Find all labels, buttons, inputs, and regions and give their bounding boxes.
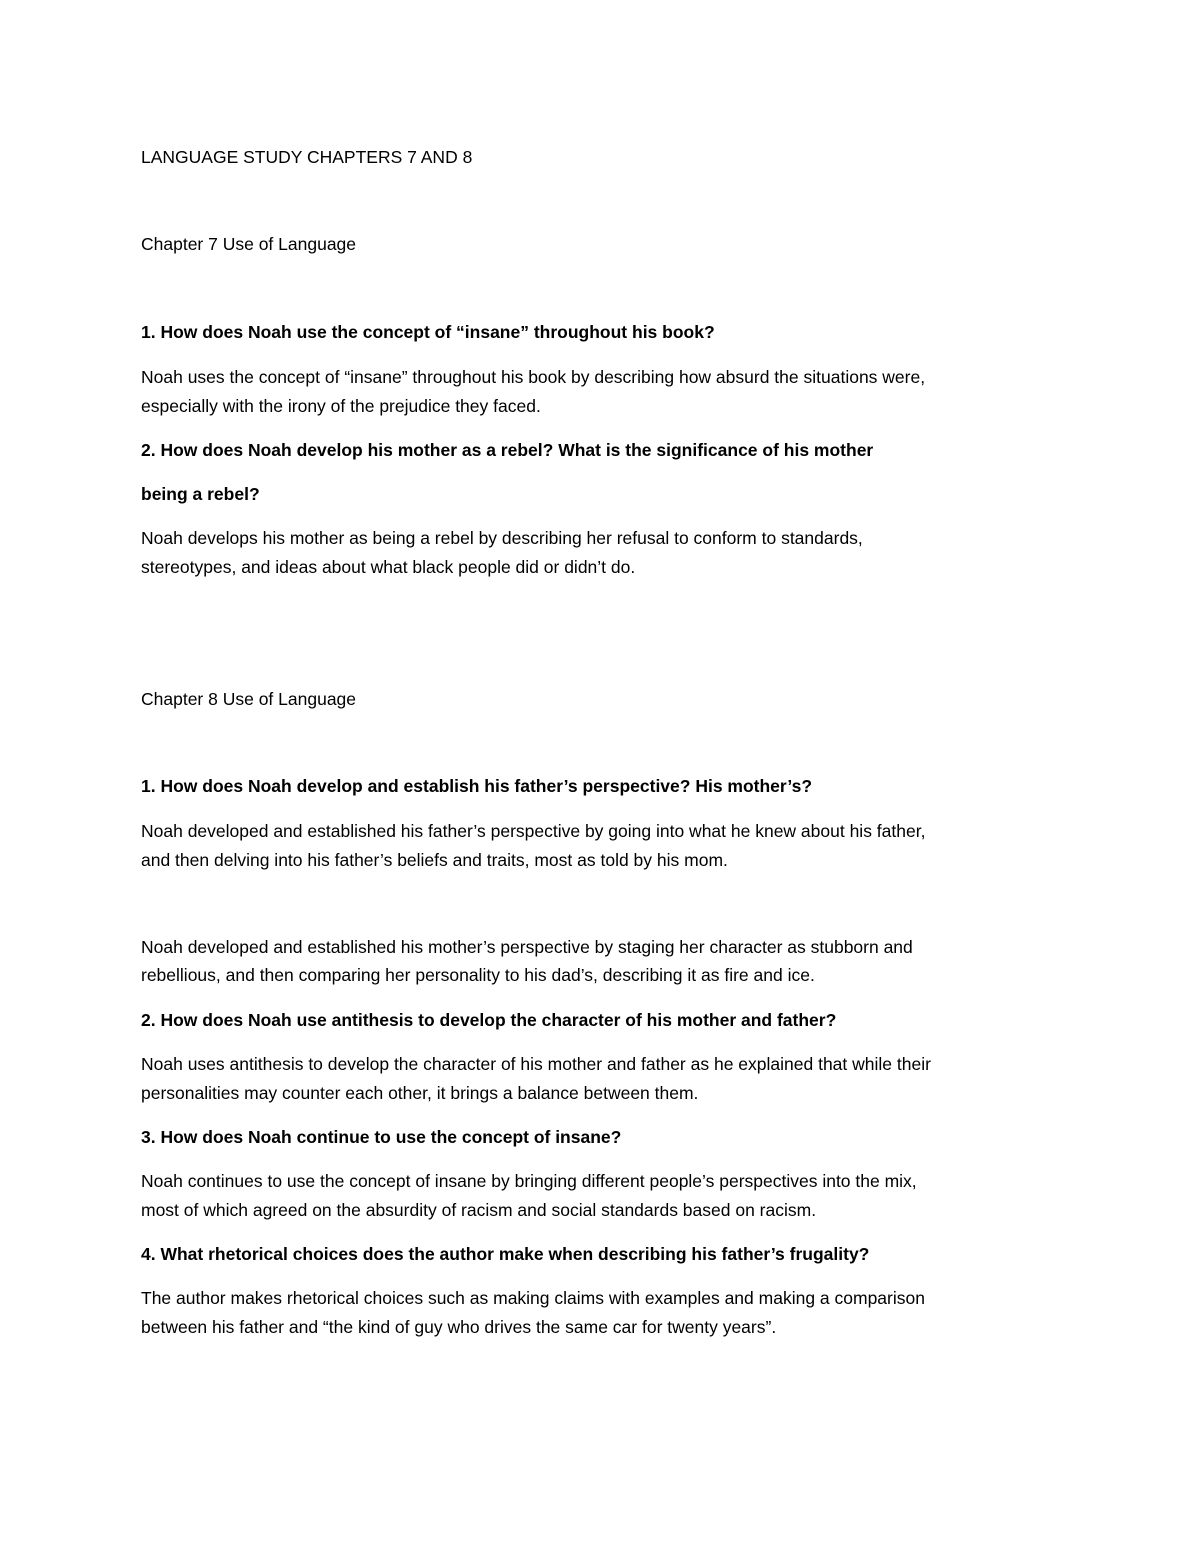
chapter7-answer-1-line-2: especially with the irony of the prejudice they faced. (141, 396, 541, 416)
chapter8-answer-3-line-2: most of which agreed on the absurdity of racism and social standards based on racism. (141, 1200, 817, 1220)
chapter8-answer-1a-line-2: and then delving into his father’s beliefs and traits, most as told by his mom. (141, 850, 728, 870)
chapter8-answer-3-line-1: Noah continues to use the concept of insane by bringing different people’s perspectives into the mix, (141, 1171, 917, 1191)
chapter7-answer-2-line-2: stereotypes, and ideas about what black people did or didn’t do. (141, 557, 636, 577)
chapter8-answer-2-line-1: Noah uses antithesis to develop the character of his mother and father as he explained that while their (141, 1054, 931, 1074)
chapter8-question-1: 1. How does Noah develop and establish his father’s perspective? His mother’s? (141, 776, 813, 796)
chapter7-heading: Chapter 7 Use of Language (141, 234, 357, 254)
chapter7-question-2-line-1: 2. How does Noah develop his mother as a rebel? What is the significance of his mother (141, 440, 874, 460)
chapter8-answer-1b-line-1: Noah developed and established his mother’s perspective by staging her character as stubborn and (141, 937, 913, 957)
chapter8-question-3: 3. How does Noah continue to use the concept of insane? (141, 1127, 622, 1147)
chapter8-question-2: 2. How does Noah use antithesis to develop the character of his mother and father? (141, 1010, 837, 1030)
chapter7-question-2-line-2: being a rebel? (141, 484, 260, 504)
chapter8-question-4: 4. What rhetorical choices does the author make when describing his father’s frugality? (141, 1244, 870, 1264)
chapter8-heading: Chapter 8 Use of Language (141, 689, 357, 709)
chapter8-answer-4-line-1: The author makes rhetorical choices such as making claims with examples and making a comparison (141, 1288, 925, 1308)
document-title: LANGUAGE STUDY CHAPTERS 7 AND 8 (141, 147, 473, 167)
chapter7-answer-2-line-1: Noah develops his mother as being a rebel by describing her refusal to conform to standards, (141, 528, 863, 548)
chapter8-answer-1b-line-2: rebellious, and then comparing her personality to his dad’s, describing it as fire and ice. (141, 965, 815, 985)
chapter7-answer-1-line-1: Noah uses the concept of “insane” throughout his book by describing how absurd the situations were, (141, 367, 926, 387)
chapter8-answer-1a-line-1: Noah developed and established his father’s perspective by going into what he knew about his father, (141, 821, 926, 841)
chapter7-question-1: 1. How does Noah use the concept of “insane” throughout his book? (141, 322, 715, 342)
chapter8-answer-4-line-2: between his father and “the kind of guy who drives the same car for twenty years”. (141, 1317, 777, 1337)
chapter8-answer-2-line-2: personalities may counter each other, it brings a balance between them. (141, 1083, 699, 1103)
